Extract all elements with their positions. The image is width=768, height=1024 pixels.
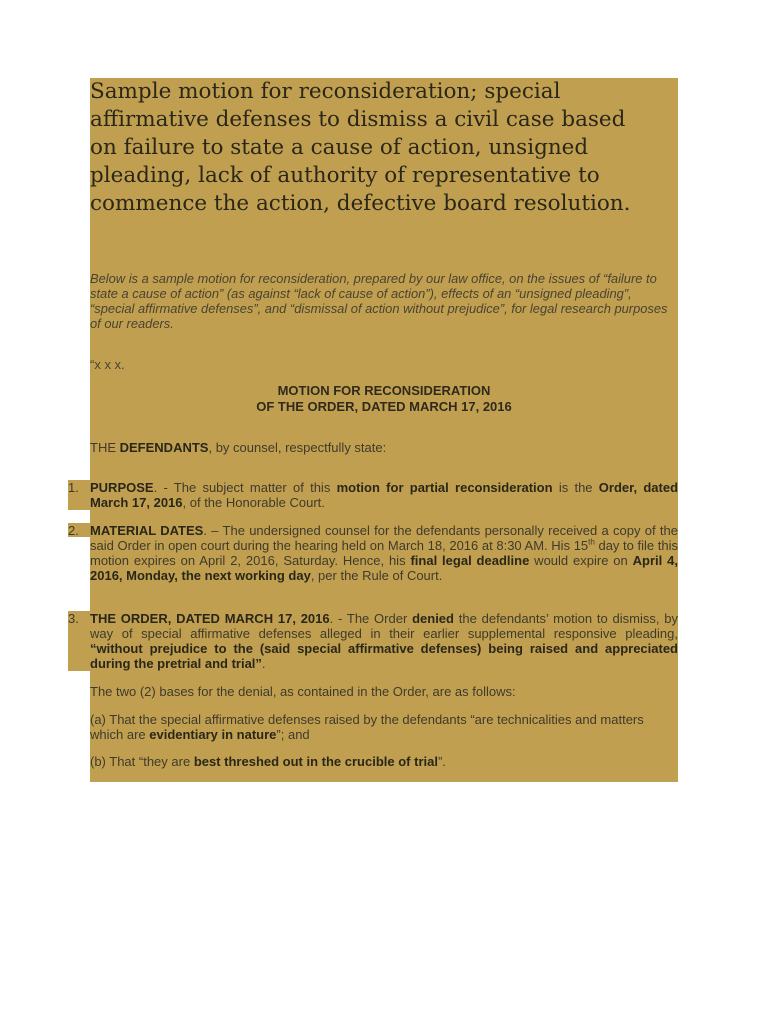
item-text-run: would expire on (529, 553, 633, 568)
item-text-run: . – The undersigned counsel for the defendants personally received a copy of the said Order in open court during the hearing held on March 18, 2016 at 8:30 AM. His 15 (90, 523, 678, 553)
item-bold-run: Order, dated March 17, 2016 (90, 480, 679, 510)
item-bold-run: April 4, 2016, Monday, the next working day (90, 553, 678, 583)
document-title: Sample motion for reconsideration; special affirmative defenses to dismiss a civil case based on failure to state a cause of action, unsigned pleading, lack of authority of representative to commence the action, defective board resolution. (90, 79, 631, 216)
defendants-statement (90, 440, 386, 455)
item-heading: PURPOSE (90, 480, 154, 495)
defendants-post: , by counsel, respectfully state: (208, 440, 387, 455)
item-bold-run: “without prejudice to the (said special affirmative defenses) being raised and appreciated during the pretrial and trial” (90, 641, 678, 671)
item-superscript: th (588, 537, 595, 547)
list-number: 3. (68, 611, 79, 626)
basis-text-run: (a) That the special affirmative defenses raised by the defendants “are technicalities and matters which are (90, 712, 644, 742)
item-text-run: , per the Rule of Court. (310, 568, 443, 583)
defendants-bold: DEFENDANTS (119, 440, 209, 455)
basis-text-run: ”; and (276, 727, 310, 742)
item-text-run: . - The subject matter of this (153, 480, 337, 495)
basis-text-run: (b) That “they are (90, 754, 194, 769)
motion-title (90, 383, 678, 415)
item-text-run: the defendants’ motion to dismiss, by way of special affirmative defenses alleged in their earlier supplemental responsive pleading, (90, 611, 678, 641)
basis-bold-run: evidentiary in nature (149, 727, 277, 742)
item-heading: MATERIAL DATES (90, 523, 204, 538)
item-text-run: , of the Honorable Court. (182, 495, 325, 510)
motion-title-line-2: OF THE ORDER, DATED MARCH 17, 2016 (256, 399, 512, 414)
ellipsis-marker: “x x x. (90, 357, 125, 372)
list-item-text (90, 611, 678, 671)
basis-a (90, 712, 678, 742)
item-text-run: . - The Order (329, 611, 413, 626)
list-number: 2. (68, 523, 79, 538)
item-text-run: day to file this motion expires on April 2, 2016, Saturday. Hence, his (90, 538, 678, 568)
item-bold-run: motion for partial reconsideration (336, 480, 553, 495)
motion-title-line-1: MOTION FOR RECONSIDERATION (277, 383, 491, 398)
item-bold-run: denied (412, 611, 454, 626)
basis-text-run: ”. (437, 754, 446, 769)
list-item-text (90, 480, 678, 510)
basis-b (90, 754, 678, 769)
item-heading: THE ORDER, DATED MARCH 17, 2016 (90, 611, 330, 626)
item-text-run: . (261, 656, 266, 671)
basis-bold-run: best threshed out in the crucible of trial (193, 754, 438, 769)
intro-paragraph: Below is a sample motion for reconsideration, prepared by our law office, on the issues of “failure to state a cause of action” (as against “lack of cause of action”), effects of an “unsigned pleading”, “special affirmative defenses”, and “dismissal of action without prejudice”, for legal research purposes of our readers. (90, 271, 668, 331)
list-number: 1. (68, 480, 79, 495)
item-text-run: is the (552, 480, 599, 495)
item-bold-run: final legal deadline (410, 553, 530, 568)
bases-intro: The two (2) bases for the denial, as contained in the Order, are as follows: (90, 684, 516, 699)
list-item-text (90, 523, 678, 583)
defendants-pre: THE (90, 440, 120, 455)
